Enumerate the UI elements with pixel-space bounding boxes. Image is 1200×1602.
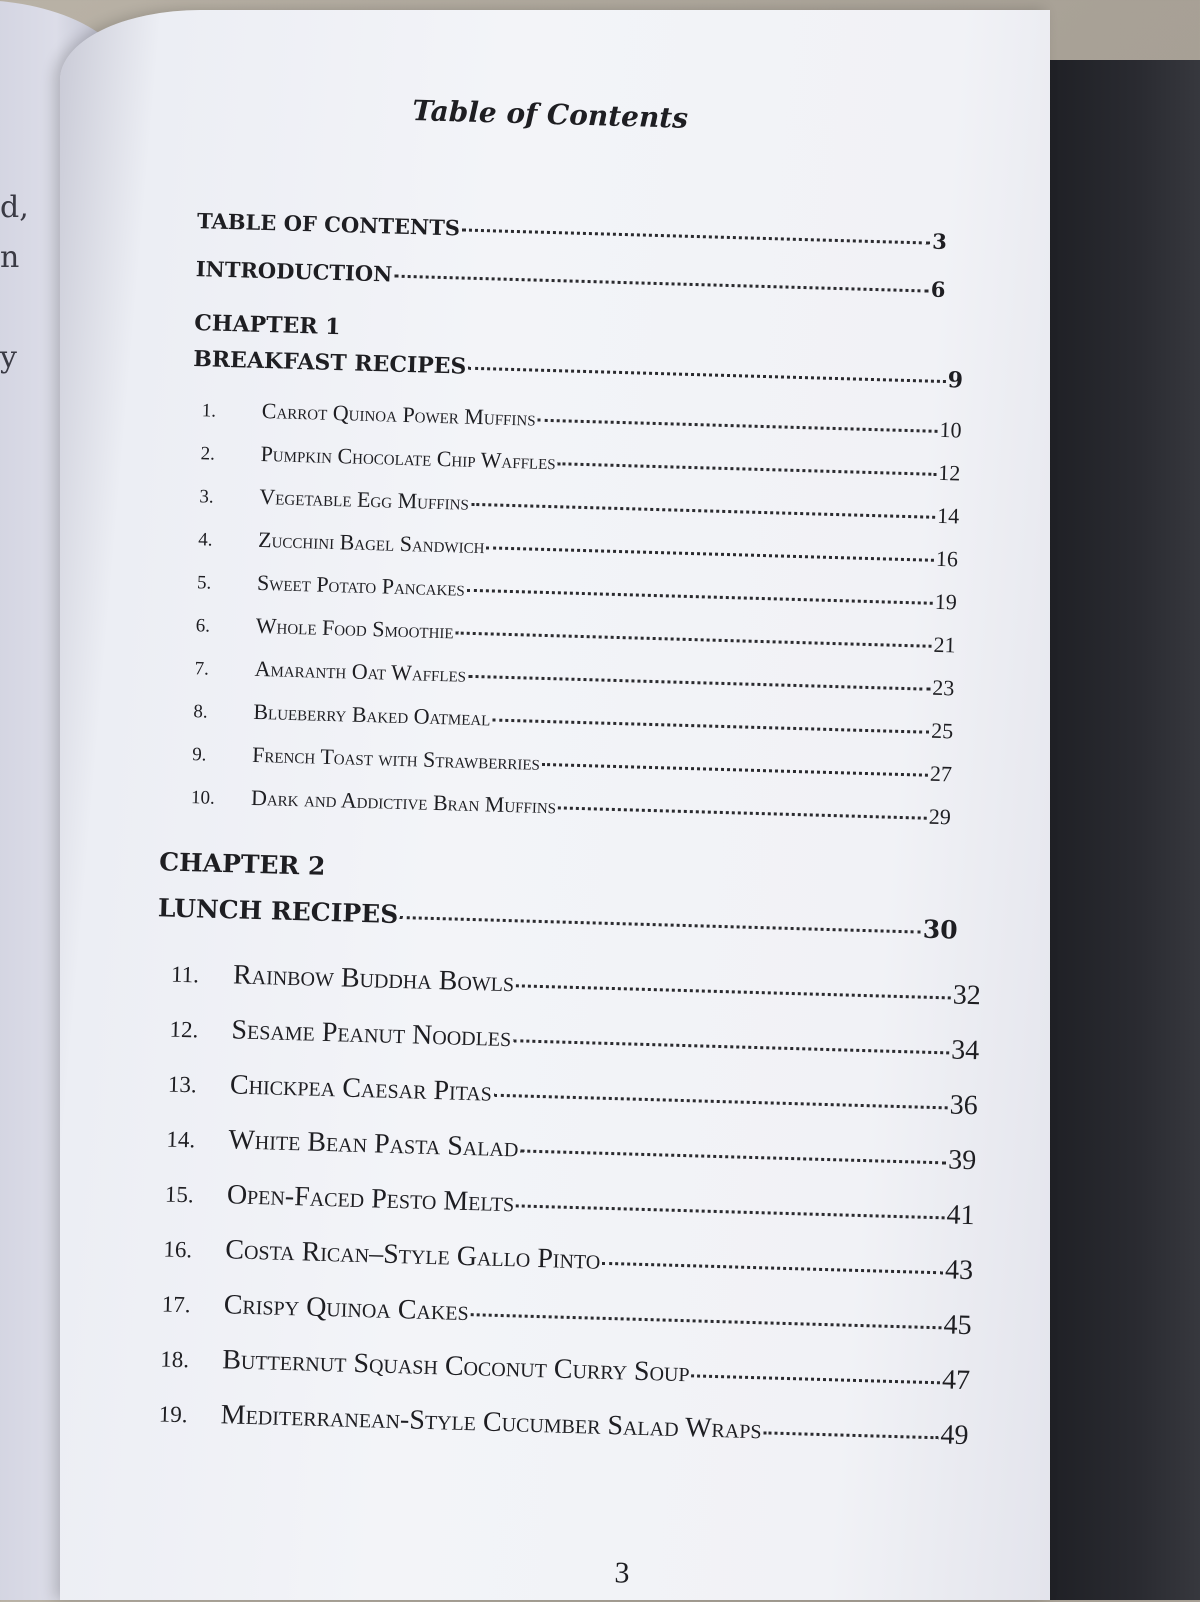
recipe-name: Blueberry Baked Oatmeal	[253, 698, 491, 731]
dot-leader	[471, 503, 935, 519]
recipe-page: 10	[939, 416, 962, 443]
dot-leader	[558, 806, 927, 819]
recipe-name: Sweet Potato Pancakes	[256, 569, 466, 601]
recipe-number: 5.	[196, 572, 212, 594]
recipe-number: 13.	[167, 1071, 198, 1098]
dot-leader	[763, 1431, 938, 1439]
recipe-page: 45	[943, 1309, 973, 1342]
recipe-name: Pumpkin Chocolate Chip Waffles	[260, 440, 557, 475]
recipe-page: 19	[934, 588, 958, 615]
toc-recipe-entry[interactable]	[161, 1288, 972, 1343]
table-of-contents	[139, 78, 1091, 1602]
recipe-page: 43	[944, 1254, 974, 1287]
recipe-page: 36	[949, 1089, 979, 1122]
toc-recipe-entry[interactable]	[199, 482, 959, 529]
recipe-page: 39	[947, 1144, 977, 1177]
dot-leader	[400, 916, 921, 934]
recipe-number: 15.	[164, 1181, 195, 1208]
toc-recipe-entry[interactable]	[163, 1233, 974, 1288]
recipe-number: 4.	[197, 529, 213, 551]
toc-entry-page: 3	[931, 228, 948, 255]
toc-recipe-entry[interactable]	[158, 1397, 969, 1452]
dot-leader	[494, 1094, 948, 1110]
recipe-page: 21	[933, 631, 956, 658]
recipe-number: 3.	[199, 486, 214, 508]
recipe-number: 6.	[195, 615, 211, 637]
dot-leader	[520, 1149, 946, 1164]
chapter-page: 30	[922, 914, 959, 945]
recipe-page: 32	[952, 979, 982, 1012]
recipe-number: 2.	[200, 443, 216, 465]
left-page-text-fragment: y	[0, 340, 17, 375]
recipe-page: 23	[932, 674, 955, 701]
dot-leader	[492, 719, 929, 734]
toc-recipe-entry[interactable]	[197, 568, 957, 615]
recipe-number: 18.	[159, 1346, 190, 1373]
toc-entry-label: INTRODUCTION	[195, 256, 393, 287]
recipe-name: Chickpea Caesar Pitas	[229, 1069, 493, 1108]
dot-leader	[467, 589, 933, 605]
recipe-name: Whole Food Smoothie	[255, 612, 455, 644]
recipe-name: Costa Rican–Style Gallo Pinto	[224, 1234, 601, 1276]
recipe-name: Mediterranean-Style Cucumber Salad Wraps	[220, 1399, 762, 1446]
toc-entry-page: 6	[930, 276, 946, 303]
dot-leader	[462, 228, 930, 244]
toc-recipe-entry[interactable]	[193, 697, 953, 744]
toc-recipe-entry[interactable]	[198, 525, 958, 572]
toc-chapter-breakfast[interactable]	[193, 346, 963, 393]
toc-recipe-entry[interactable]	[194, 654, 954, 701]
recipe-name: Open-Faced Pesto Melts	[226, 1179, 515, 1219]
dot-leader	[516, 984, 951, 999]
recipe-name: Amaranth Oat Waffles	[254, 655, 467, 687]
page-number: 3	[614, 1556, 630, 1590]
recipe-page: 29	[928, 803, 952, 830]
toc-recipe-entry[interactable]	[160, 1343, 971, 1398]
dot-leader	[516, 1204, 945, 1219]
chapter-title: LUNCH RECIPES	[157, 893, 399, 929]
toc-recipe-entry[interactable]	[165, 1178, 976, 1233]
toc-recipe-entry[interactable]	[195, 611, 955, 658]
recipe-number: 7.	[194, 658, 210, 680]
recipe-name: Carrot Quinoa Power Muffins	[261, 397, 536, 431]
recipe-number: 9.	[191, 744, 207, 766]
recipe-page: 41	[946, 1199, 976, 1232]
recipe-number: 10.	[190, 787, 216, 809]
recipe-number: 17.	[161, 1291, 191, 1318]
dot-leader	[542, 763, 928, 777]
recipe-number: 8.	[193, 701, 208, 723]
chapter-label: CHAPTER 2	[158, 847, 326, 881]
dot-leader	[602, 1262, 943, 1275]
left-page-text-fragment: d,	[0, 190, 29, 225]
chapter-page: 9	[947, 367, 964, 394]
recipe-name: French Toast with Strawberries	[251, 741, 541, 775]
toc-recipe-entry[interactable]	[192, 740, 952, 787]
recipe-name: Rainbow Buddha Bowls	[232, 959, 515, 999]
recipe-page: 49	[940, 1419, 969, 1452]
recipe-name: White Bean Pasta Salad	[228, 1124, 519, 1164]
recipe-name: Crispy Quinoa Cakes	[223, 1289, 470, 1328]
dot-leader	[486, 546, 934, 561]
dot-leader	[538, 419, 938, 433]
toc-recipe-entry[interactable]	[202, 396, 962, 443]
recipe-name: Butternut Squash Coconut Curry Soup	[221, 1344, 691, 1389]
recipe-number: 1.	[201, 400, 217, 422]
toc-recipe-entry[interactable]	[171, 958, 982, 1013]
chapter-title: BREAKFAST RECIPES	[192, 346, 467, 380]
book-page	[60, 10, 1050, 1600]
toc-recipe-entry[interactable]	[200, 439, 960, 486]
recipe-number: 11.	[170, 961, 200, 988]
recipe-page: 12	[938, 459, 961, 486]
dot-leader	[691, 1374, 940, 1384]
recipe-name: Dark and Addictive Bran Muffins	[250, 784, 557, 819]
recipe-page: 27	[929, 760, 953, 787]
toc-entry-table-of-contents[interactable]	[197, 208, 947, 254]
recipe-name: Zucchini Bagel Sandwich	[257, 526, 485, 559]
toc-entry-introduction[interactable]	[195, 256, 945, 302]
toc-recipe-entry[interactable]	[168, 1068, 979, 1123]
dot-leader	[558, 462, 937, 476]
recipe-page: 14	[936, 502, 960, 529]
page-title: Table of Contents	[411, 94, 689, 135]
toc-recipe-entry[interactable]	[166, 1123, 977, 1178]
recipe-name: Vegetable Egg Muffins	[259, 483, 470, 515]
recipe-page: 16	[935, 545, 959, 572]
toc-recipe-entry[interactable]	[191, 783, 951, 830]
recipe-page: 47	[941, 1364, 971, 1397]
recipe-number: 12.	[169, 1016, 199, 1043]
left-page-text-fragment: n	[0, 240, 20, 275]
recipe-page: 34	[950, 1034, 980, 1067]
toc-recipe-entry[interactable]	[169, 1013, 980, 1068]
recipe-number: 16.	[163, 1236, 193, 1263]
toc-chapter-lunch[interactable]	[158, 893, 958, 944]
toc-entry-label: TABLE OF CONTENTS	[196, 208, 461, 241]
recipe-page: 25	[930, 717, 954, 744]
dot-leader	[468, 675, 930, 691]
dot-leader	[394, 275, 929, 293]
recipe-name: Sesame Peanut Noodles	[231, 1014, 512, 1054]
dot-leader	[468, 367, 945, 383]
recipe-number: 19.	[158, 1401, 188, 1428]
recipe-number: 14.	[166, 1126, 196, 1153]
chapter-label: CHAPTER 1	[193, 310, 341, 341]
dot-leader	[471, 1313, 942, 1329]
dot-leader	[513, 1039, 949, 1054]
dot-leader	[456, 631, 932, 647]
